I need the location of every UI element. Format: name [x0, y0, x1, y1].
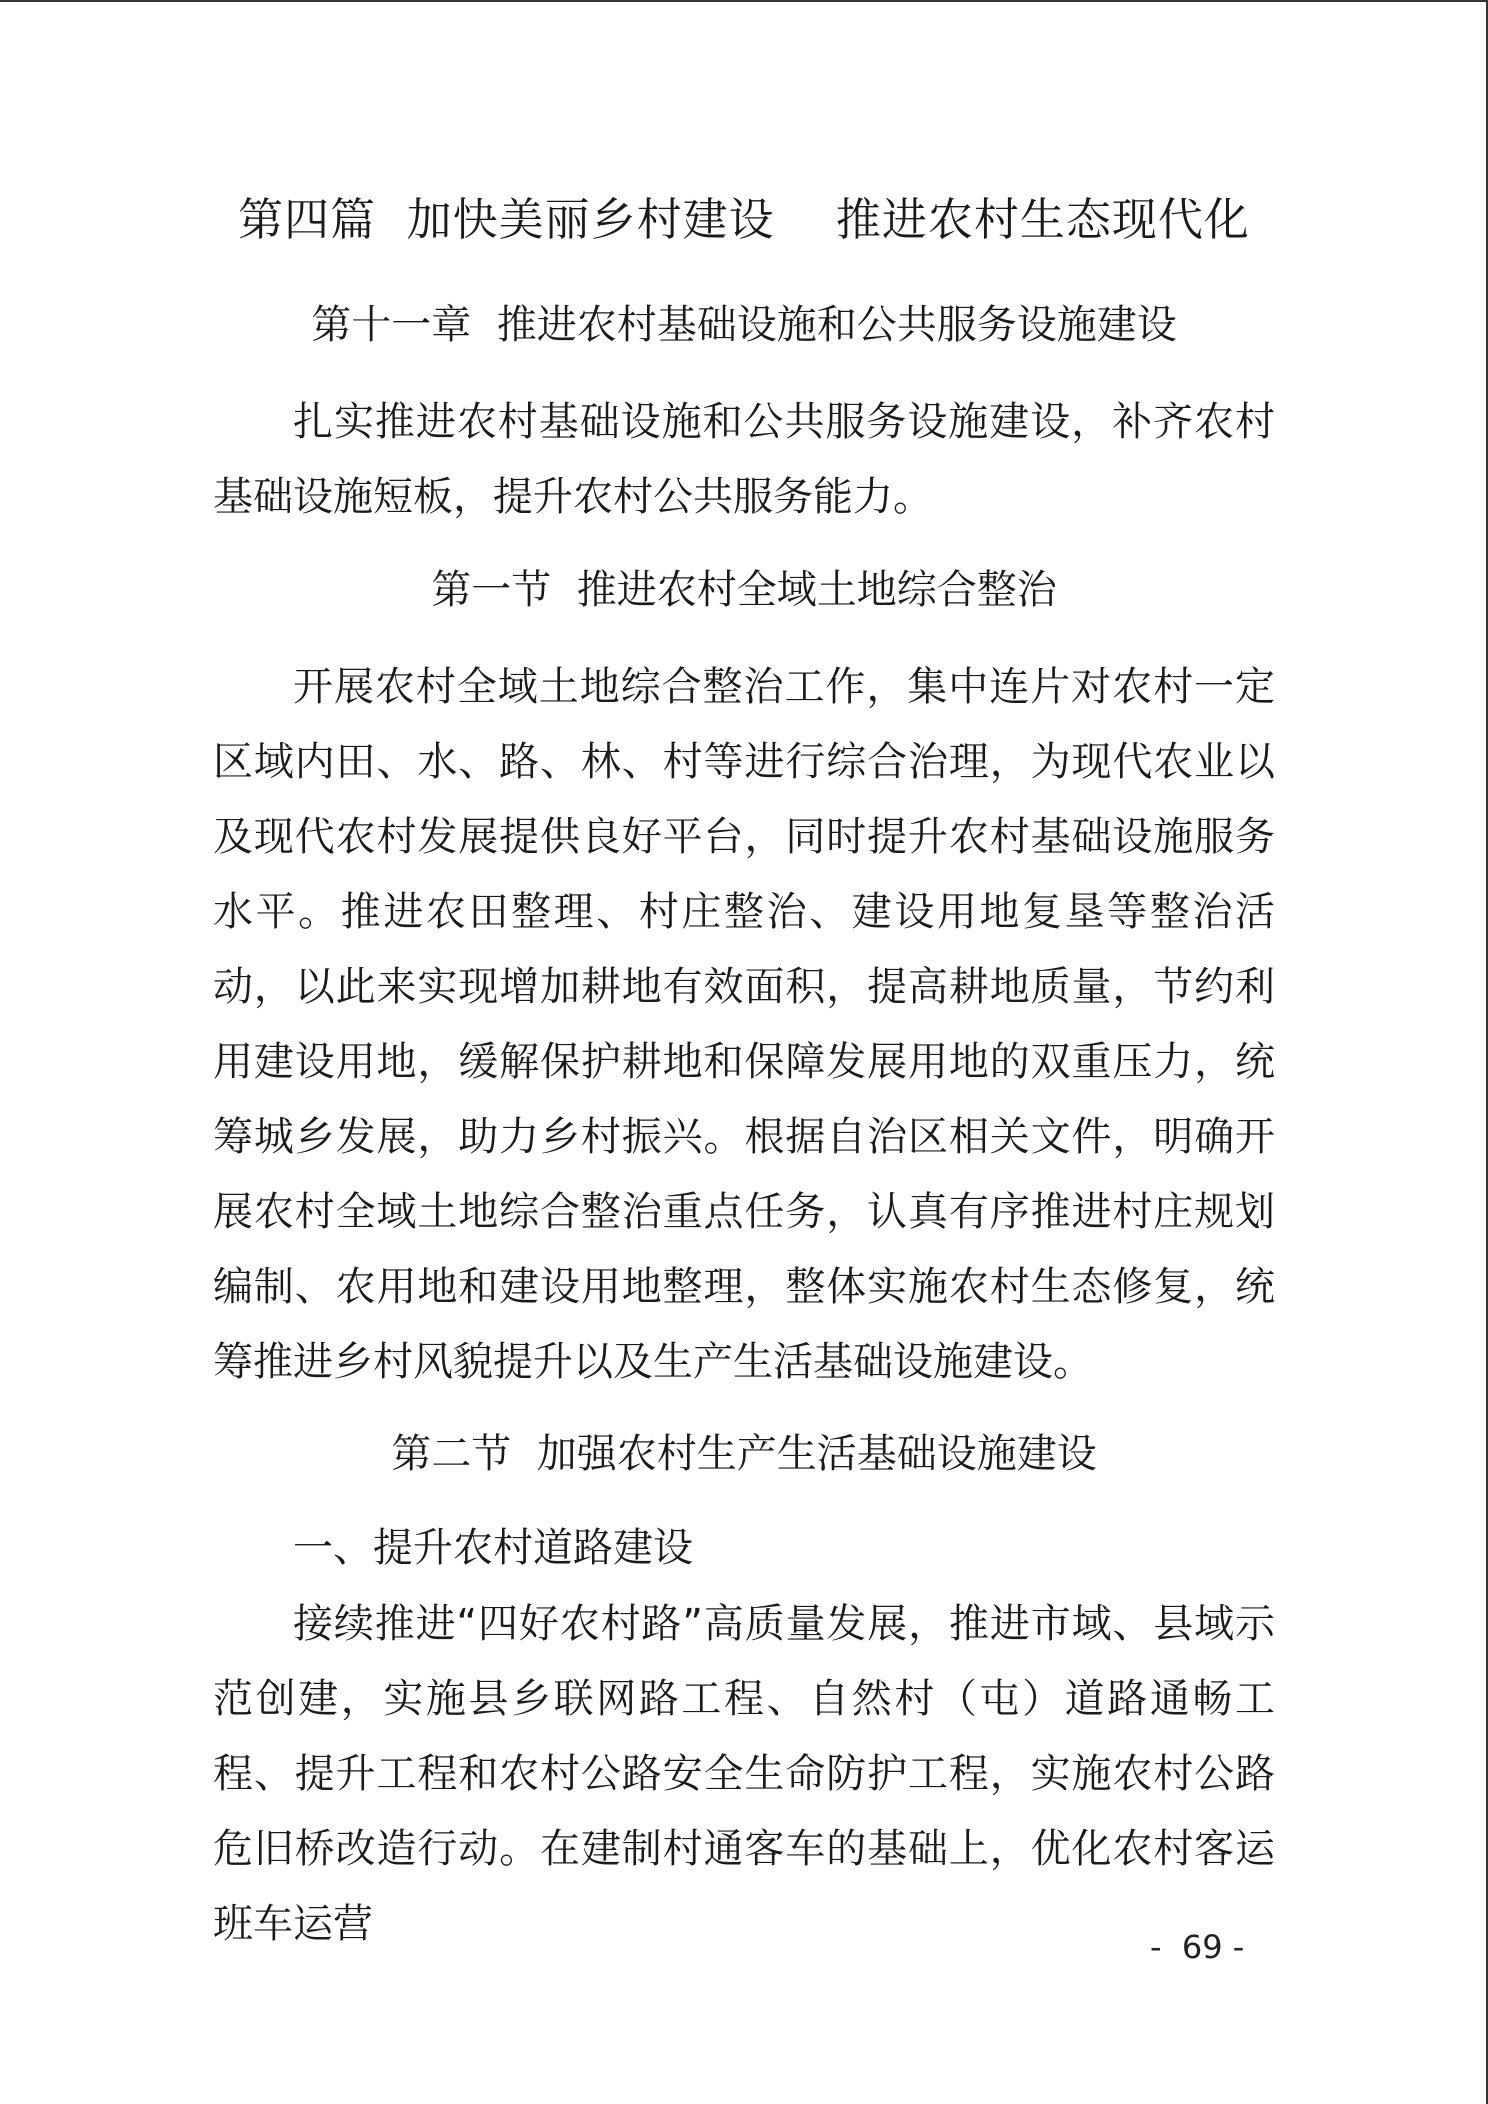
section-2-title: 第二节 加强农村生产生活基础设施建设	[391, 1431, 1097, 1477]
section-2-paragraph: 接续推进“四好农村路”高质量发展，推进市域、县域示范创建，实施县乡联网路工程、自然村（屯）道路通畅工程、提升工程和农村公路安全生命防护工程，实施农村公路危旧桥改造行动。在建制村通客车的基础上，优化农村客运班车运营	[213, 1601, 1275, 1947]
chapter-intro-paragraph: 扎实推进农村基础设施和公共服务设施建设，补齐农村基础设施短板，提升农村公共服务能力。	[213, 399, 1275, 520]
section-1-paragraph: 开展农村全域土地综合整治工作，集中连片对农村一定区域内田、水、路、林、村等进行综合治理，为现代农业以及现代农村发展提供良好平台，同时提升农村基础设施服务水平。推进农田整理、村庄整治、建设用地复垦等整治活动，以此来实现增加耕地有效面积，提高耕地质量，节约利用建设用地，缓解保护耕地和保障发展用地的双重压力，统筹城乡发展，助力乡村振兴。根据自治区相关文件，明确开展农村全域土地综合整治重点任务，认真有序推进村庄规划编制、农用地和建设用地整理，整体实施农村生态修复，统筹推进乡村风貌提升以及生产生活基础设施建设。	[213, 664, 1275, 1385]
part-title: 第四篇 加快美丽乡村建设 推进农村生态现代化	[238, 193, 1250, 246]
section-2-subheading: 一、提升农村道路建设	[293, 1525, 693, 1571]
page-number: - 69 -	[1150, 1928, 1245, 1966]
section-1-title: 第一节 推进农村全域土地综合整治	[431, 567, 1057, 613]
chapter-title: 第十一章 推进农村基础设施和公共服务设施建设	[311, 302, 1177, 348]
